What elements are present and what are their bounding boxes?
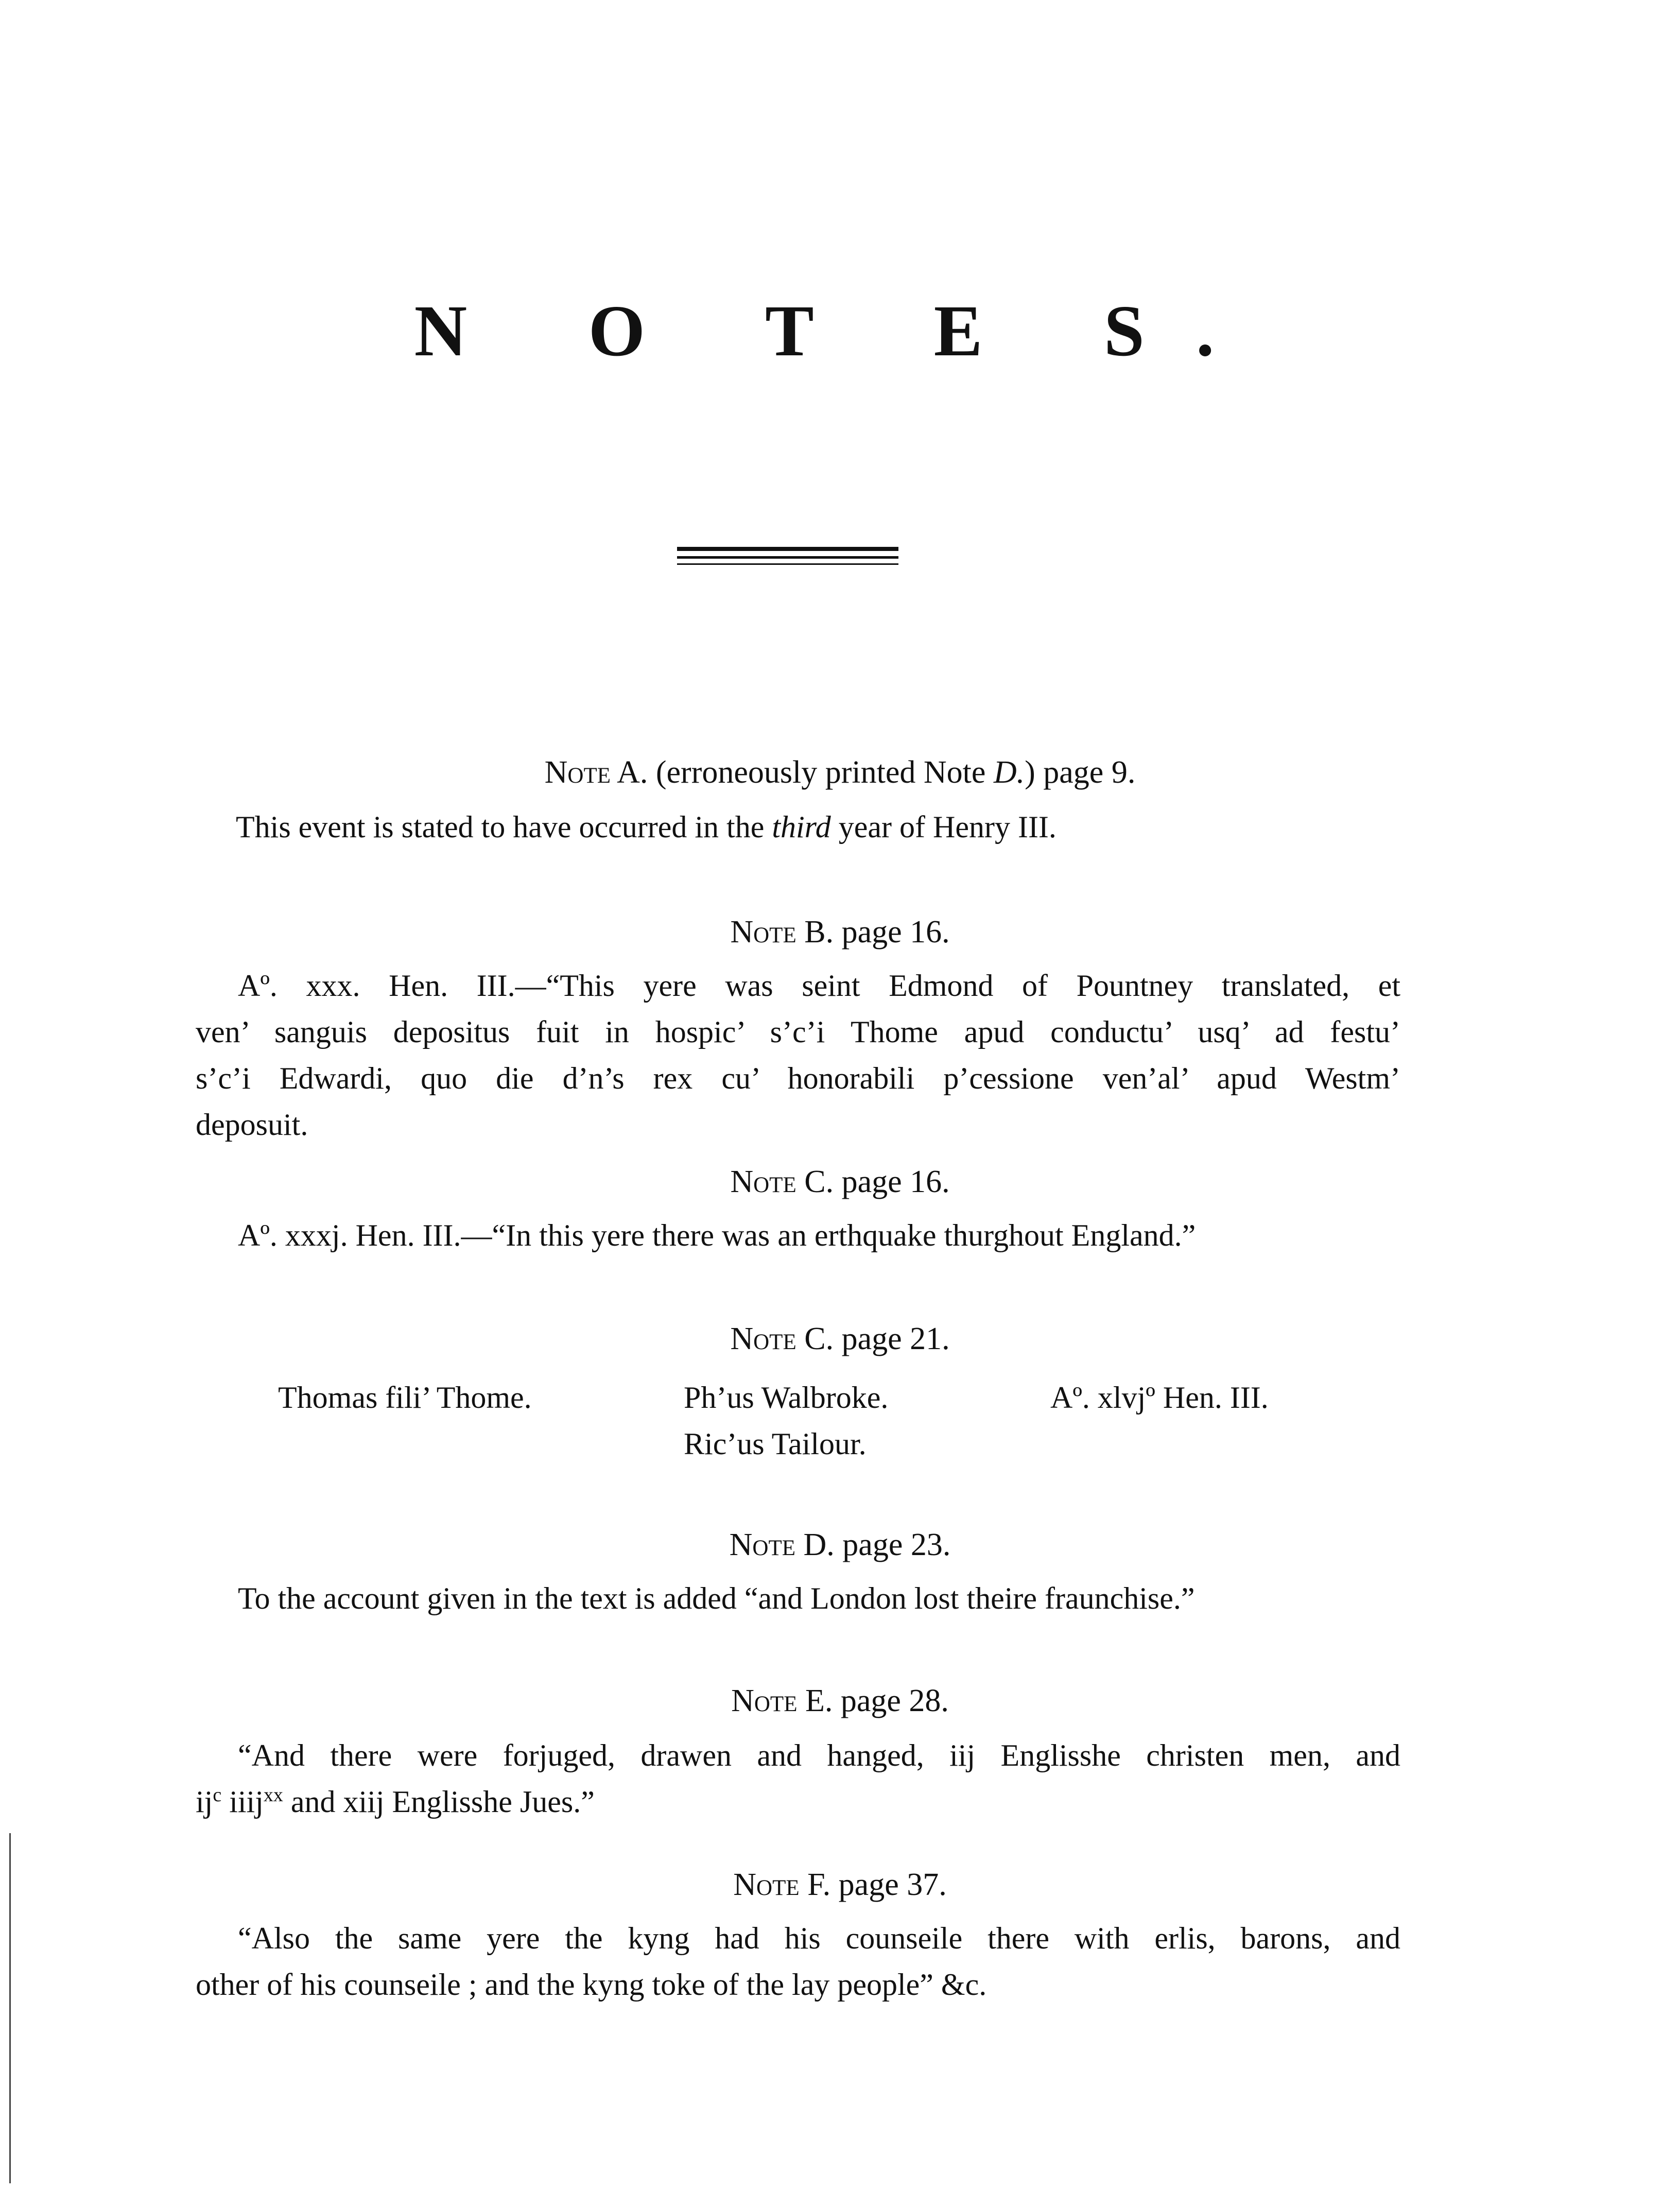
note-d-heading xyxy=(0,1527,1680,1563)
title-rule-thick xyxy=(677,547,898,551)
note-c2-label: Note xyxy=(730,1321,796,1356)
note-c2-col-2a: Ph’us Walbroke. xyxy=(684,1381,889,1415)
note-f-label: Note xyxy=(733,1867,800,1902)
note-d-line-1: To the account given in the text is added “and London lost theire fraunchise.” xyxy=(238,1581,1195,1615)
note-e-heading xyxy=(0,1683,1680,1719)
note-e-heading-text: E. page 28. xyxy=(797,1683,949,1718)
note-a-text-part1: This event is stated to have occurred in the xyxy=(236,810,772,844)
note-b-heading-text: B. page 16. xyxy=(796,915,950,950)
note-e-line-2-part3: and xiij Englisshe Jues.” xyxy=(283,1785,595,1819)
note-c2-heading-text: C. page 21. xyxy=(796,1321,950,1356)
note-a-heading xyxy=(0,754,1680,791)
note-b-line-1: Aº. xxx. Hen. III.—“This yere was seint Edmond of Pountney translated, et xyxy=(238,969,1400,1003)
title-rule-middle xyxy=(677,556,898,559)
note-b-line-3: s’c’i Edwardi, quo die d’n’s rex cu’ honorabili p’cessione ven’al’ apud Westm’ xyxy=(196,1061,1400,1095)
note-d-heading-text: D. page 23. xyxy=(795,1527,951,1562)
note-a-heading-text: A. (erroneously printed Note xyxy=(611,755,994,790)
note-c2-heading xyxy=(0,1321,1680,1357)
note-a-heading-italic: D. xyxy=(993,755,1025,790)
note-b-heading xyxy=(0,914,1680,951)
note-e-line-1: “And there were forjuged, drawen and hanged, iij Englisshe christen men, and xyxy=(238,1738,1400,1772)
note-a-heading-page: ) page 9. xyxy=(1025,755,1136,790)
note-e-line-2-part1: ij xyxy=(196,1785,213,1819)
note-c2-col-2b: Ric’us Tailour. xyxy=(684,1427,867,1461)
note-e-line-2-part2: iiij xyxy=(221,1785,264,1819)
note-a-text-part2: year of Henry III. xyxy=(830,810,1057,844)
note-b-line-4: deposuit. xyxy=(196,1108,308,1142)
note-e-line-2-sup1: c xyxy=(213,1784,222,1806)
title-rule-thin xyxy=(677,563,898,565)
note-f-line-1: “Also the same yere the kyng had his counseile there with erlis, barons, and xyxy=(238,1921,1400,1955)
note-c1-label: Note xyxy=(730,1164,796,1199)
left-margin-mark xyxy=(9,1833,11,2183)
note-f-line-2: other of his counseile ; and the kyng toke of the lay people” &c. xyxy=(196,1968,987,2002)
note-b-label: Note xyxy=(730,915,796,950)
note-c2-col-3: Aº. xlvjº Hen. III. xyxy=(1050,1381,1269,1415)
note-a-text-italic: third xyxy=(772,810,831,844)
note-b-line-2: ven’ sanguis depositus fuit in hospic’ s’c’i Thome apud conductu’ usq’ ad festu’ xyxy=(196,1015,1400,1049)
note-c1-heading-text: C. page 16. xyxy=(796,1164,950,1199)
note-e-line-2-sup2: xx xyxy=(263,1784,283,1806)
note-a-label: Note xyxy=(544,755,611,790)
note-a-text xyxy=(236,809,1057,845)
note-f-heading xyxy=(0,1867,1680,1903)
note-f-heading-text: F. page 37. xyxy=(799,1867,947,1902)
note-e-label: Note xyxy=(731,1683,798,1718)
note-c1-heading xyxy=(0,1164,1680,1200)
note-d-label: Note xyxy=(729,1527,796,1562)
page-title: N O T E S. xyxy=(414,290,1266,371)
note-e-line-2 xyxy=(196,1784,595,1820)
note-c1-line-1: Aº. xxxj. Hen. III.—“In this yere there was an erthquake thurghout England.” xyxy=(238,1218,1196,1252)
note-c2-col-1: Thomas fili’ Thome. xyxy=(278,1381,532,1415)
